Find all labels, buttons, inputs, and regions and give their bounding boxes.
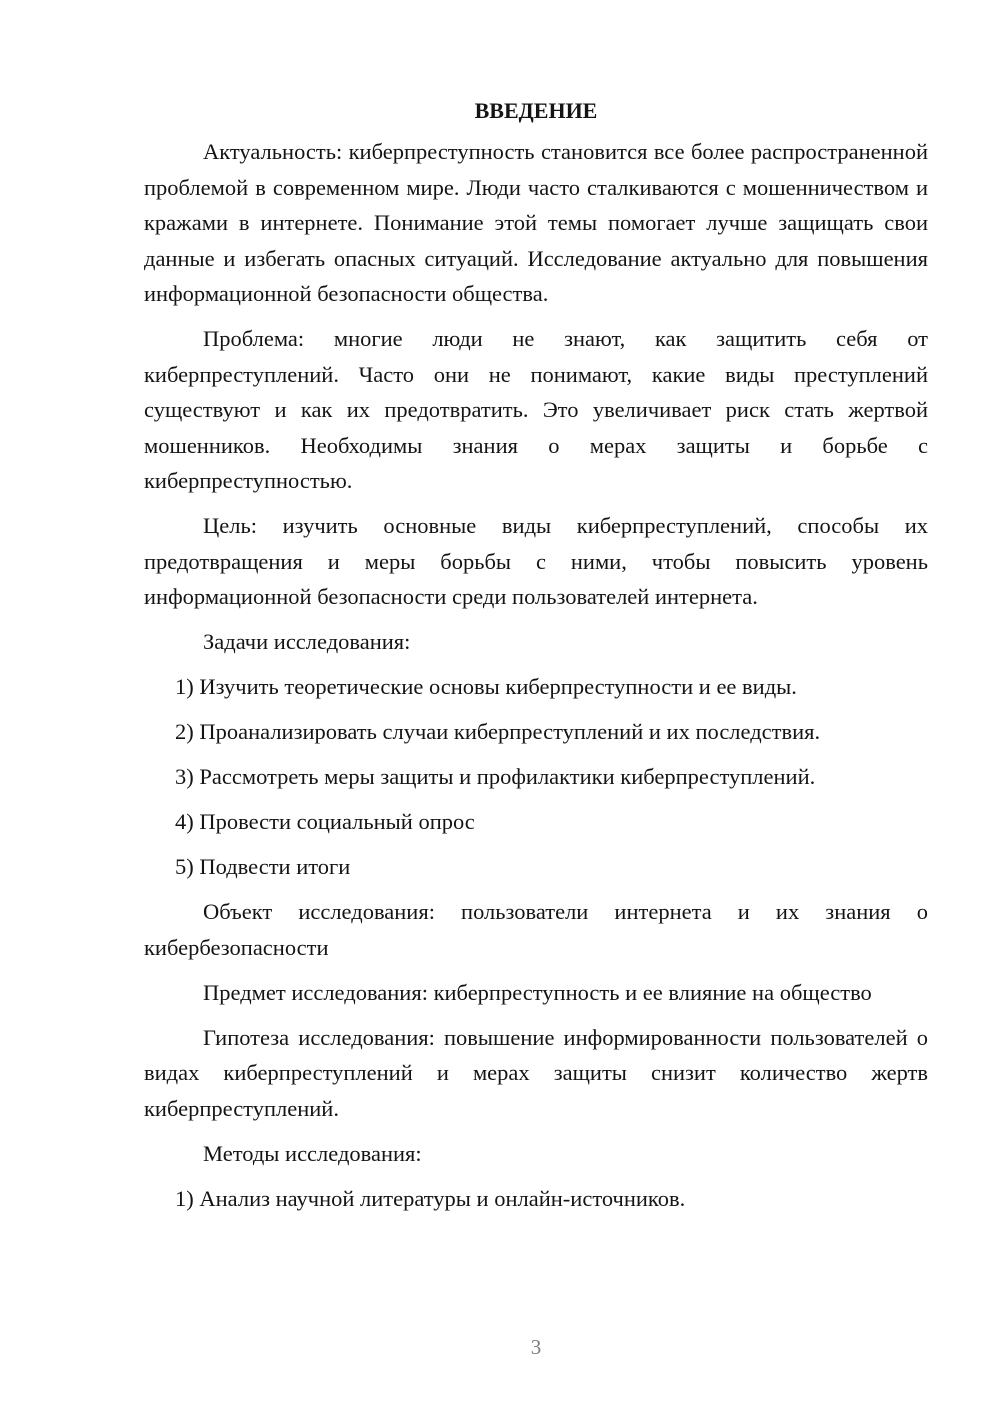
problem-paragraph: Проблема: многие люди не знают, как защитить себя от киберпреступлений. Часто они не понимают, какие виды преступлений существуют и как их предотвратить. Это увеличивает риск стать жертвой мошенников. Необходимы знания о мерах защиты и борьбе с киберпреступностью. <box>144 326 928 493</box>
task-item: 2) Проанализировать случаи киберпреступлений и их последствия. <box>175 719 821 744</box>
page-content <box>144 94 928 1226</box>
task-item: 3) Рассмотреть меры защиты и профилактики киберпреступлений. <box>175 764 816 789</box>
task-item: 4) Провести социальный опрос <box>175 809 475 834</box>
methods-heading: Методы исследования: <box>203 1140 422 1166</box>
tasks-heading: Задачи исследования: <box>203 629 411 654</box>
task-item: 5) Подвести итоги <box>175 854 351 879</box>
hypothesis-paragraph: Гипотеза исследования: повышение информированности пользователей о видах киберпреступлений и мерах защиты снизит количество жертв киберпреступлений. <box>144 1024 928 1121</box>
task-item: 1) Изучить теоретические основы киберпреступности и ее виды. <box>175 674 797 699</box>
subject-paragraph: Предмет исследования: киберпреступность и ее влияние на общество <box>203 979 872 1005</box>
goal-paragraph: Цель: изучить основные виды киберпреступлений, способы их предотвращения и меры борьбы с ними, чтобы повысить уровень информационной безопасности среди пользователей интернета. <box>144 513 928 609</box>
page-title: ВВЕДЕНИЕ <box>474 98 598 123</box>
relevance-paragraph: Актуальность: киберпреступность становится все более распространенной проблемой в современном мире. Люди часто сталкиваются с мошенничеством и кражами в интернете. Понимание этой темы помогает лучше защищать свои данные и избегать опасных ситуаций. Исследование актуально для повышения информационной безопасности общества. <box>144 139 928 306</box>
page-number: 3 <box>530 1335 542 1359</box>
object-paragraph: Объект исследования: пользователи интернета и их знания о кибербезопасности <box>144 899 928 960</box>
method-item: 1) Анализ научной литературы и онлайн-источников. <box>175 1185 686 1211</box>
